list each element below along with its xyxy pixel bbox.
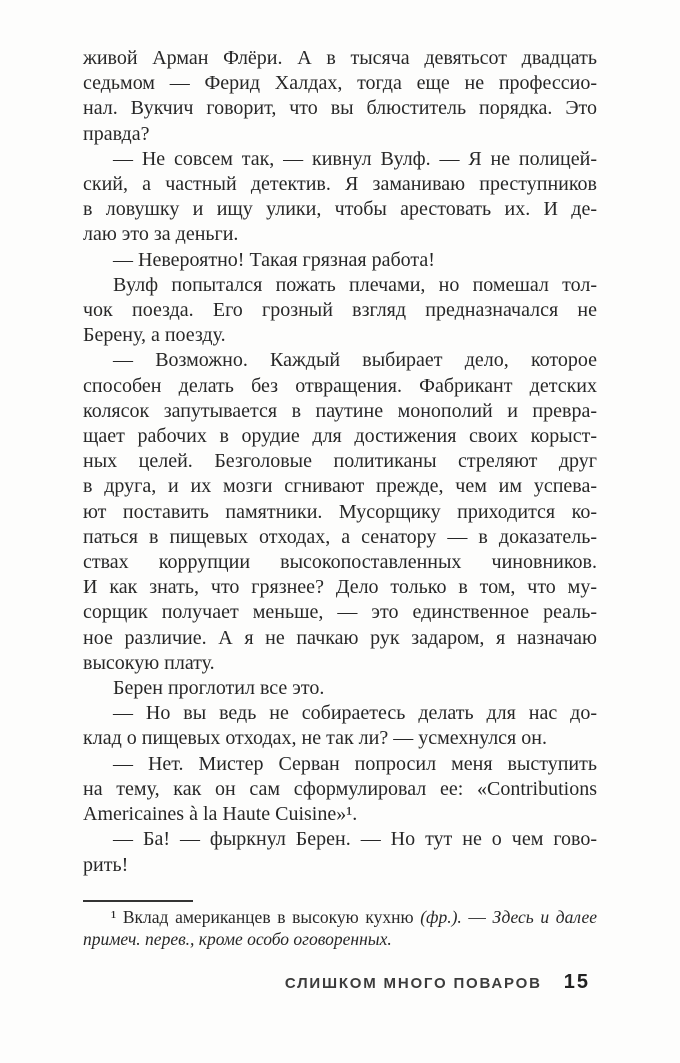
paragraph <box>83 147 597 248</box>
text-line: ное различие. А я не пачкаю рук задаром, я назначаю <box>83 626 597 649</box>
text-line: колясок запутывается в паутине монополий и превра- <box>83 399 597 422</box>
text-line: нал. Вукчич говорит, что вы блюститель порядка. Это <box>83 97 597 120</box>
paragraph <box>83 248 597 273</box>
text-line: в друга, и их мозги сгнивают прежде, чем им успева- <box>83 475 597 498</box>
text-line: седьмом — Ферид Халдах, тогда еще не профессио- <box>83 72 597 95</box>
footnote-segment: ¹ Вклад американцев в высокую кухню <box>111 907 421 927</box>
footnote-line <box>83 929 597 951</box>
text-line: — Нет. Мистер Серван попросил меня выступить <box>113 752 597 775</box>
text-line: ствах коррупции высокопоставленных чиновников. <box>83 551 597 574</box>
footnote-italic-segment: (фр.). <box>420 907 462 927</box>
footnote <box>83 907 597 950</box>
paragraph <box>83 701 597 751</box>
text-line: высокую плату. <box>83 651 215 674</box>
text-line: живой Арман Флёри. А в тысяча девятьсот двадцать <box>83 47 597 69</box>
text-line: на тему, как он сам сформулировал ее: «Contributions <box>83 777 597 800</box>
paragraph <box>83 827 597 877</box>
paragraph <box>83 273 597 349</box>
text-line: клад о пищевых отходах, не так ли? — усмехнулся он. <box>83 727 547 750</box>
text-line: — Ба! — фыркнул Берен. — Но тут не о чем гово- <box>113 828 597 851</box>
text-line: в ловушку и ищу улики, чтобы арестовать их. И де- <box>83 198 597 221</box>
paragraph <box>83 752 597 828</box>
footnote-separator <box>83 900 193 902</box>
footnote-segment: — <box>461 907 493 927</box>
text-line: чок поезда. Его грозный взгляд предназначался не <box>83 299 597 322</box>
text-line: паться в пищевых отходах, а сенатору — в доказатель- <box>83 525 597 548</box>
text-line: Берену, а поезду. <box>83 324 226 347</box>
running-title: СЛИШКОМ МНОГО ПОВАРОВ <box>284 975 542 992</box>
paragraph <box>83 676 597 701</box>
footnote-italic-segment: Здесь и далее <box>492 907 597 927</box>
text-line: ют поставить памятники. Мусорщику приходится ко- <box>83 500 597 523</box>
page-footer <box>285 971 590 994</box>
footnote-line <box>83 907 597 929</box>
text-line: способен делать без отвращения. Фабрикант детских <box>83 374 597 397</box>
text-line: лаю это за деньги. <box>83 223 239 246</box>
text-line: Берен проглотил все это. <box>113 677 325 700</box>
text-line: — Но вы ведь не собираетесь делать для нас до- <box>113 702 597 725</box>
text-line: — Не совсем так, — кивнул Вулф. — Я не полицей- <box>113 147 597 170</box>
text-line: — Невероятно! Такая грязная работа! <box>113 248 435 271</box>
text-line: — Возможно. Каждый выбирает дело, которое <box>113 349 597 372</box>
text-line: щает рабочих в орудие для достижения своих корыст- <box>83 425 597 448</box>
text-line: сорщик получает меньше, — это единственное реаль- <box>83 601 597 624</box>
footnote-italic-segment: примеч. перев., кроме особо оговоренных. <box>83 928 392 949</box>
body-text <box>83 46 597 878</box>
page-number: 15 <box>563 971 590 993</box>
text-line: правда? <box>83 122 150 145</box>
paragraph <box>83 348 597 676</box>
text-line: ский, а частный детектив. Я заманиваю преступников <box>83 173 597 196</box>
text-line: ных целей. Безголовые политиканы стреляют друг <box>83 450 597 473</box>
text-line: Americaines à la Haute Cuisine»¹. <box>83 803 358 826</box>
paragraph <box>83 46 597 147</box>
text-line: Вулф попытался пожать плечами, но помешал тол- <box>113 273 597 296</box>
text-line: И как знать, что грязнее? Дело только в том, что му- <box>83 576 597 599</box>
text-line: рить! <box>83 853 129 876</box>
